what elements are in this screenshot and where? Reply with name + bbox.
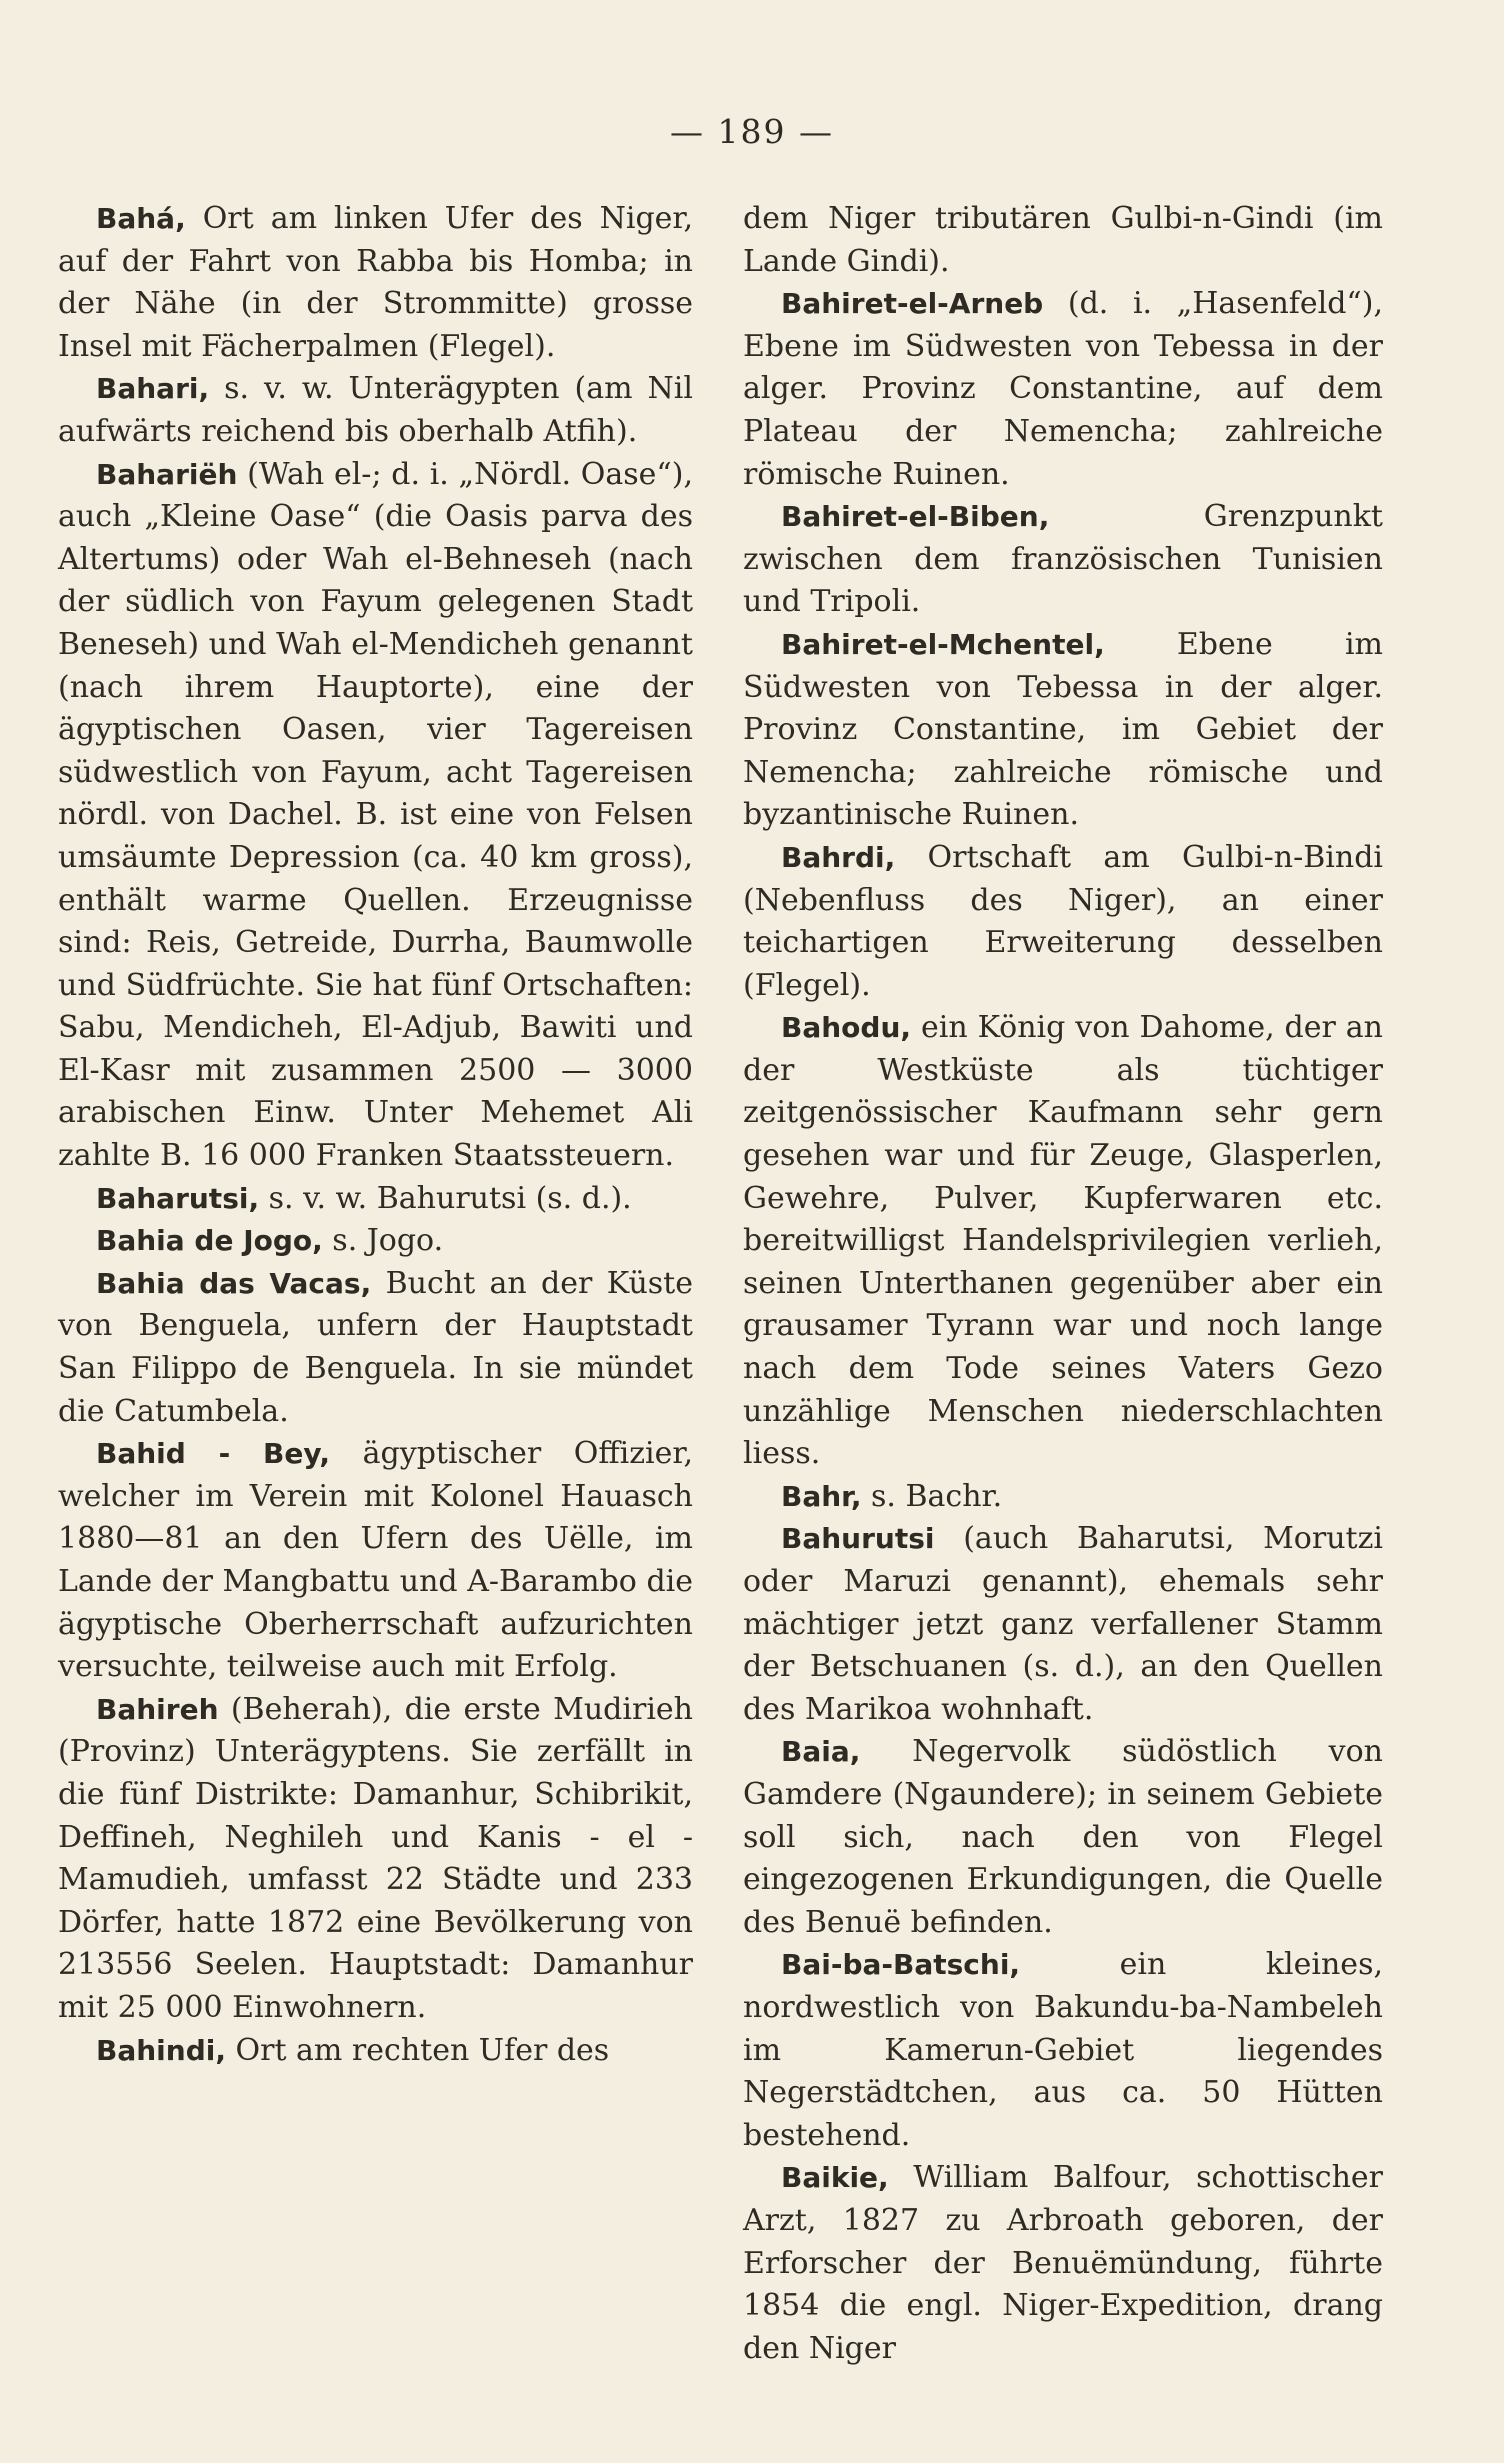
entry-text: Negervolk südöstlich von Gamdere (Ngaundere); in seinem Gebiete soll sich, nach den von Flegel eingezogenen Erkundigungen, die Quelle des Benuë befinden.	[743, 1734, 1383, 1940]
entry-text: Ort am rechten Ufer des	[225, 2032, 610, 2068]
entry	[58, 368, 693, 453]
entry	[743, 1007, 1383, 1476]
headword: Bahiret-el-Mchentel,	[781, 627, 1105, 661]
entry-text: (auch Baharutsi, Morutzi oder Maruzi genannt), ehemals sehr mächtiger jetzt ganz verfallener Stamm der Betschuanen (s. d.), an den Quellen des Marikoa wohnhaft.	[743, 1521, 1383, 1727]
entry-text: s. v. w. Bahurutsi (s. d.).	[259, 1180, 632, 1216]
headword: Bahiret-el-Arneb	[781, 287, 1044, 321]
entry	[743, 1731, 1383, 1944]
entry-text: ägyptischer Offizier, welcher im Verein mit Kolonel Hauasch 1880—81 an den Ufern des Uëlle, im Lande der Mangbattu und A-Barambo die ägyptische Oberherrschaft aufzurichten versuchte, teilweise auch mit Erfolg.	[58, 1436, 693, 1685]
headword: Bahariëh	[96, 457, 238, 491]
entry	[743, 624, 1383, 837]
entry-text: s. Bachr.	[861, 1478, 1003, 1514]
entry-text: Ortschaft am Gulbi-n-Bindi (Nebenfluss des Niger), an einer teichartigen Erweiterung desselben (Flegel).	[743, 839, 1383, 1003]
entry-text: (d. i. „Hasenfeld“), Ebene im Südwesten von Tebessa in der alger. Provinz Constantine, auf dem Plateau der Nemencha; zahlreiche römische Ruinen.	[743, 286, 1383, 492]
entry	[58, 198, 693, 368]
entry-text: s. v. w. Unterägypten (am Nil aufwärts reichend bis oberhalb Atfih).	[58, 371, 693, 449]
entry	[743, 283, 1383, 496]
headword: Bahireh	[96, 1692, 219, 1726]
entry	[58, 1263, 693, 1433]
right-column	[743, 198, 1383, 2370]
headword: Bahá,	[96, 202, 186, 235]
entry	[743, 1944, 1383, 2157]
headword: Bahid - Bey,	[96, 1437, 331, 1471]
headword: Bai-ba-Batschi,	[781, 1948, 1021, 1982]
entry	[58, 1220, 693, 1263]
headword: Bahia das Vacas,	[96, 1266, 372, 1300]
entry	[58, 1689, 693, 2030]
entry-text: Ort am linken Ufer des Niger, auf der Fahrt von Rabba bis Homba; in der Nähe (in der Strommitte) grosse Insel mit Fächerpalmen (Flegel).	[58, 201, 693, 364]
entry	[743, 1518, 1383, 1731]
entry	[743, 1476, 1383, 1519]
headword: Bahindi,	[96, 2033, 226, 2067]
entry-text: William Balfour, schottischer Arzt, 1827 zu Arbroath geboren, der Erforscher der Benuëmündung, führte 1854 die engl. Niger-Expedition, drang den Niger	[743, 2160, 1383, 2366]
left-column	[58, 198, 693, 2072]
headword: Baikie,	[781, 2161, 889, 2195]
entry-text: s. Jogo.	[322, 1223, 444, 1259]
headword: Bahurutsi	[781, 1522, 935, 1556]
headword: Bahrdi,	[781, 840, 896, 874]
entry-continuation	[743, 198, 1383, 283]
headword: Bahodu,	[781, 1011, 912, 1045]
entry	[743, 496, 1383, 624]
entry-text: Ebene im Südwesten von Tebessa in der alger. Provinz Constantine, im Gebiet der Nemencha; zahlreiche römische und byzantinische Ruinen.	[743, 626, 1383, 833]
headword: Baia,	[781, 1735, 861, 1769]
entry	[58, 454, 693, 1178]
entry	[58, 1433, 693, 1689]
headword: Baharutsi,	[96, 1181, 260, 1215]
headword: Bahia de Jogo,	[96, 1224, 323, 1258]
entry-text: ein kleines, nordwestlich von Bakundu-ba-Nambeleh im Kamerun-Gebiet liegendes Negerstädtchen, aus ca. 50 Hütten bestehend.	[743, 1947, 1383, 2153]
headword: Bahari,	[96, 372, 210, 406]
entry	[58, 1178, 693, 1221]
entry-text: Bucht an der Küste von Benguela, unfern der Hauptstadt San Filippo de Benguela. In sie mündet die Catumbela.	[58, 1265, 693, 1429]
entry	[743, 2157, 1383, 2370]
headword: Bahiret-el-Biben,	[781, 500, 1050, 534]
headword: Bahr,	[781, 1479, 862, 1513]
entry-text: dem Niger tributären Gulbi-n-Gindi (im Lande Gindi).	[743, 201, 1383, 279]
entry-text: (Wah el-; d. i. „Nördl. Oase“), auch „Kleine Oase“ (die Oasis parva des Altertums) oder Wah el-Behneseh (nach der südlich von Fayum gelegenen Stadt Beneseh) und Wah el-Mendicheh genannt (nach ihrem Hauptorte), eine der ägyptischen Oasen, vier Tagereisen südwestlich von Fayum, acht Tagereisen nördl. von Dachel. B. ist eine von Felsen umsäumte Depression (ca. 40 km gross), enthält warme Quellen. Erzeugnisse sind: Reis, Getreide, Durrha, Baumwolle und Südfrüchte. Sie hat fünf Ortschaften: Sabu, Mendicheh, El-Adjub, Bawiti und El-Kasr mit zusammen 2500 — 3000 arabischen Einw. Unter Mehemet Ali zahlte B. 16 000 Franken Staatssteuern.	[58, 456, 693, 1174]
entry	[58, 2030, 693, 2073]
page-number: — 189 —	[670, 112, 834, 151]
entry-text: ein König von Dahome, der an der Westküste als tüchtiger zeitgenössischer Kaufmann sehr gern gesehen war und für Zeuge, Glasperlen, Gewehre, Pulver, Kupferwaren etc. bereitwilligst Handelsprivilegien verlieh, seinen Unterthanen gegenüber aber ein grausamer Tyrann war und noch lange nach dem Tode seines Vaters Gezo unzählige Menschen niederschlachten liess.	[743, 1010, 1383, 1472]
entry	[743, 837, 1383, 1007]
entry-text: (Beherah), die erste Mudirieh (Provinz) Unterägyptens. Sie zerfällt in die fünf Distrikte: Damanhur, Schibrikit, Deffineh, Neghileh und Kanis - el - Mamudieh, umfasst 22 Städte und 233 Dörfer, hatte 1872 eine Bevölkerung von 213556 Seelen. Hauptstadt: Damanhur mit 25 000 Einwohnern.	[58, 1691, 693, 2025]
entry-text: Grenzpunkt zwischen dem französischen Tunisien und Tripoli.	[743, 499, 1383, 620]
